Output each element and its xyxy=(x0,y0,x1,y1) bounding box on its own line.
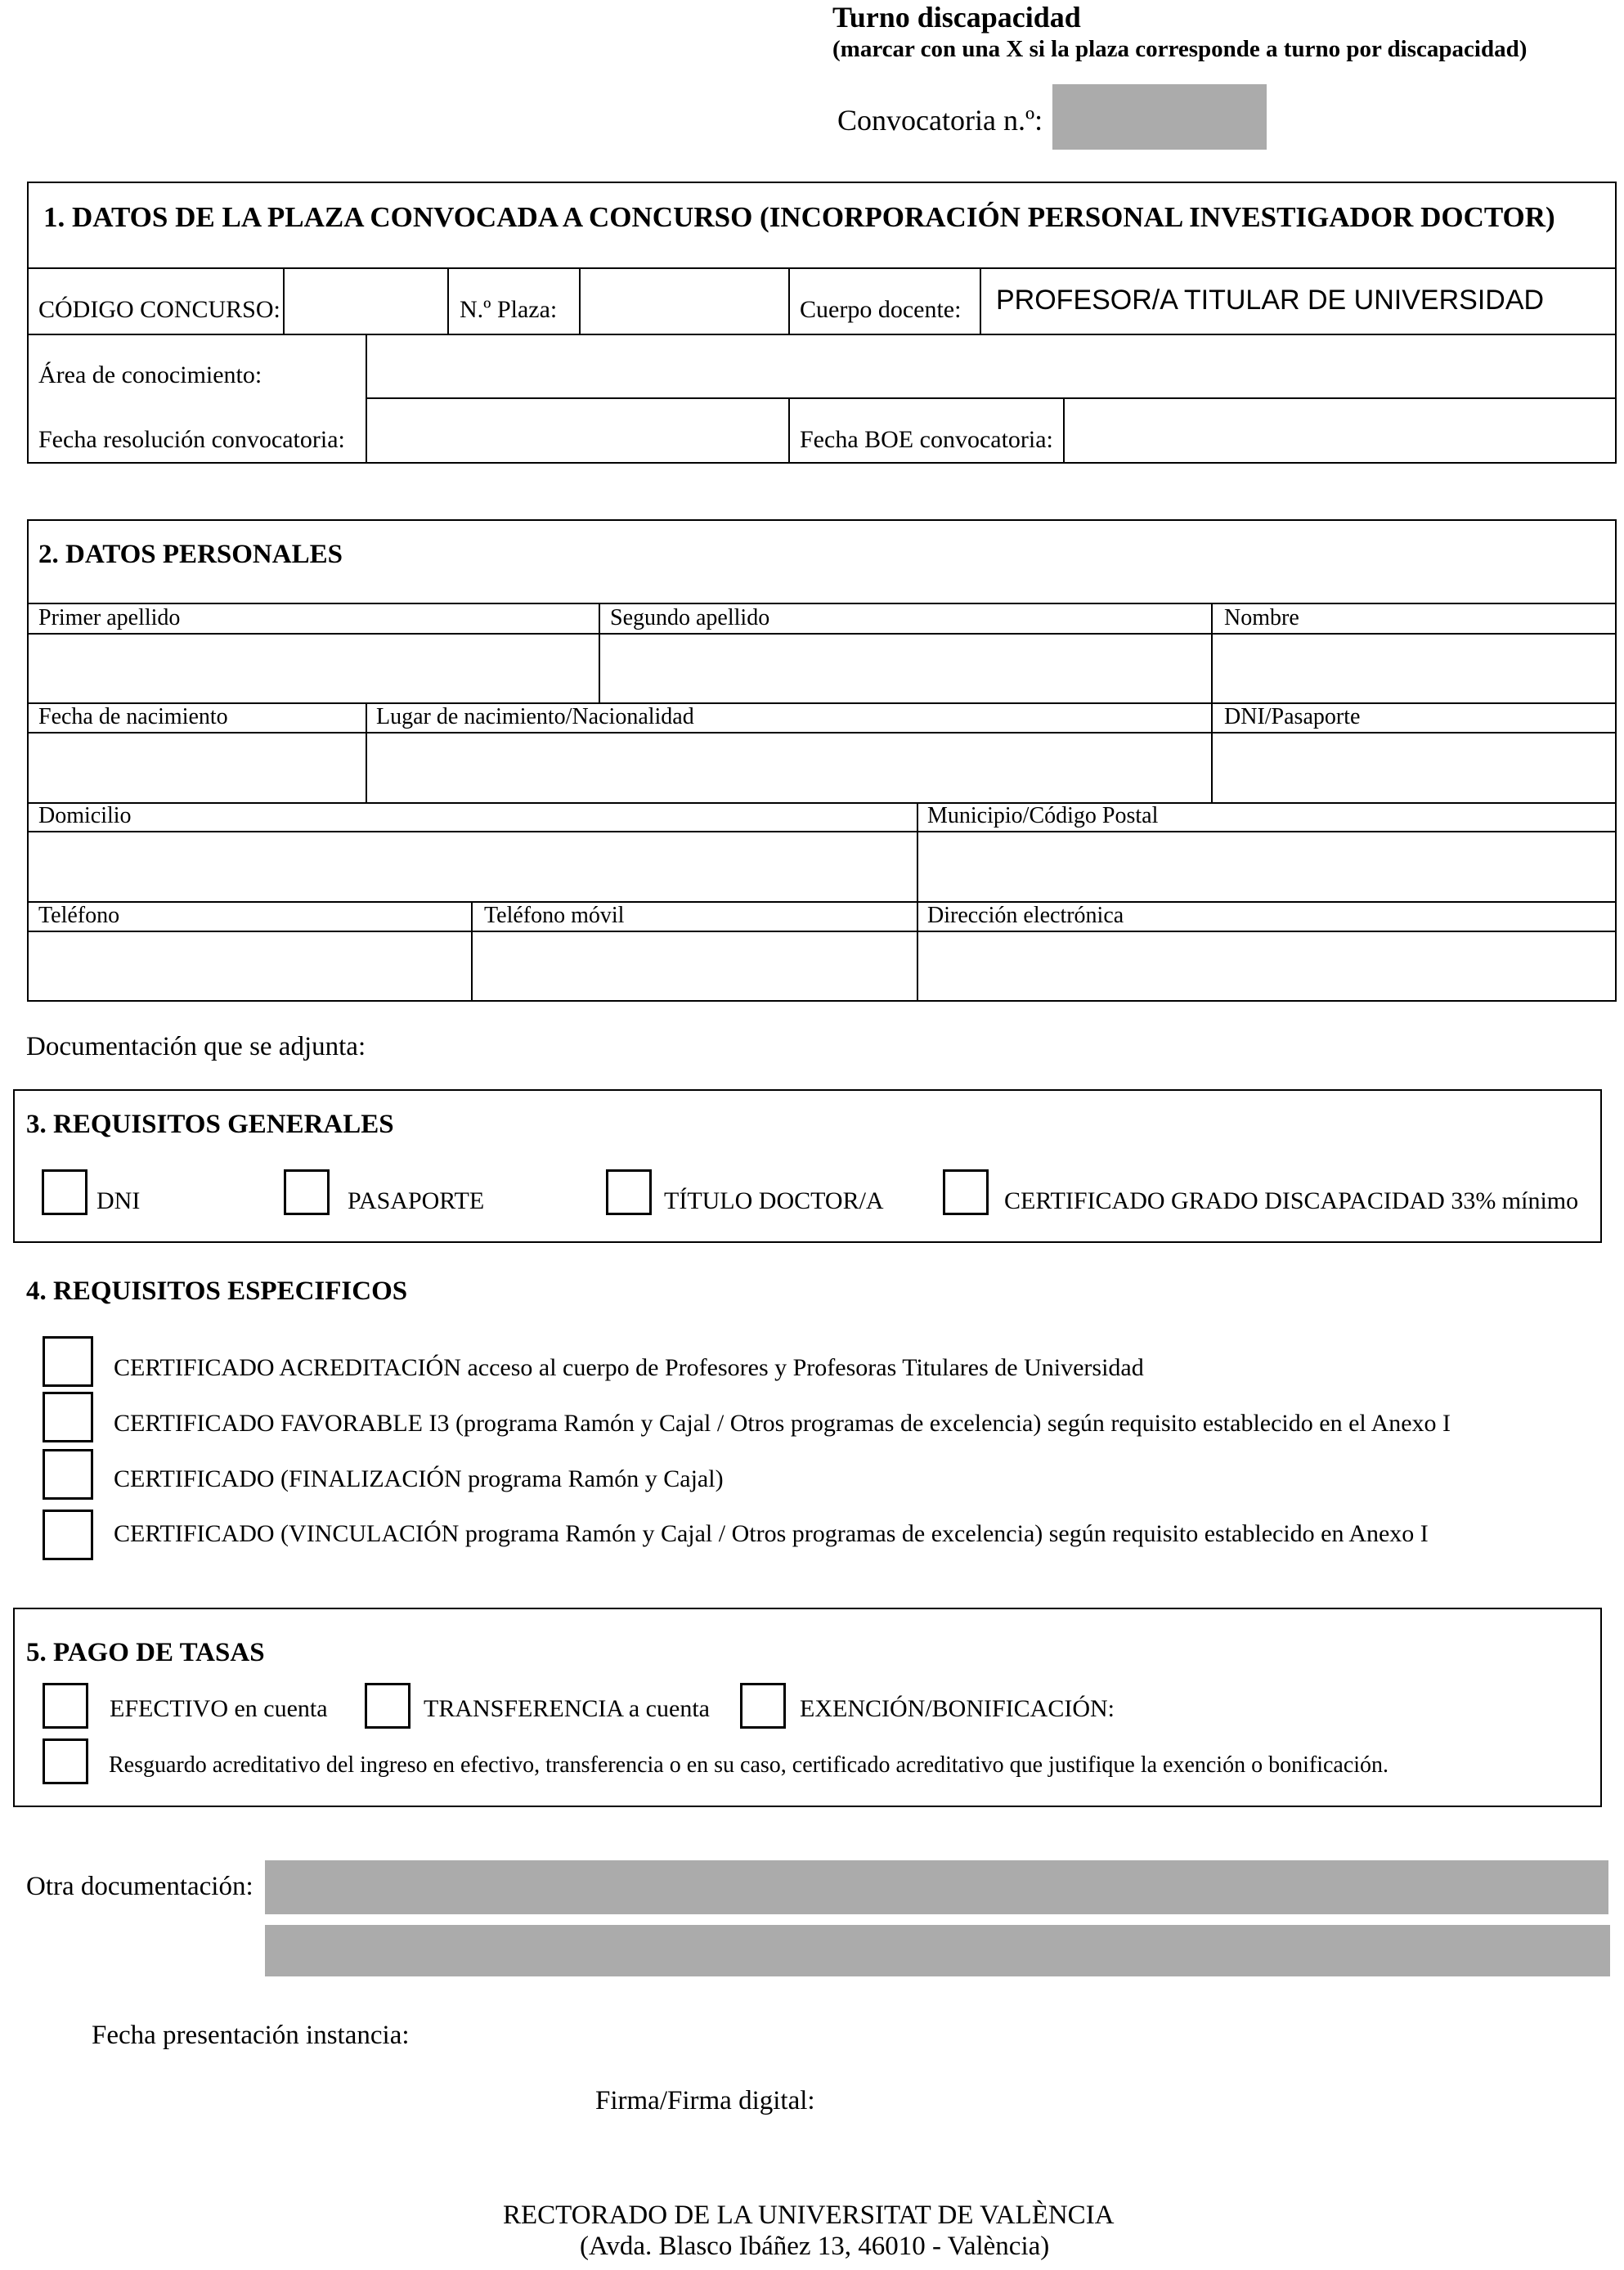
segundo-apellido-label: Segundo apellido xyxy=(610,605,770,630)
email-field[interactable] xyxy=(918,932,1615,1000)
divider xyxy=(27,702,1617,704)
divider xyxy=(788,267,790,334)
section4-title: 4. REQUISITOS ESPECIFICOS xyxy=(26,1276,408,1306)
divider xyxy=(980,267,981,334)
dni-pasaporte-field[interactable] xyxy=(1213,733,1615,801)
codigo-concurso-field[interactable] xyxy=(286,270,446,332)
titulo-doctor-checkbox[interactable] xyxy=(606,1169,652,1215)
fecha-boe-label: Fecha BOE convocatoria: xyxy=(800,426,1053,453)
primer-apellido-field[interactable] xyxy=(29,635,597,701)
exencion-checkbox[interactable] xyxy=(740,1683,786,1729)
plaza-field[interactable] xyxy=(582,270,787,332)
transferencia-option-label: TRANSFERENCIA a cuenta xyxy=(424,1695,710,1722)
divider xyxy=(1063,397,1065,464)
fecha-boe-field[interactable] xyxy=(1066,400,1615,462)
divider xyxy=(27,334,1617,335)
divider xyxy=(27,267,1617,269)
divider xyxy=(788,397,790,464)
certificado-discapacidad-option-label: CERTIFICADO GRADO DISCAPACIDAD 33% mínimo xyxy=(1004,1187,1579,1214)
codigo-concurso-label: CÓDIGO CONCURSO: xyxy=(38,296,280,323)
municipio-field[interactable] xyxy=(918,832,1615,899)
domicilio-field[interactable] xyxy=(29,832,915,899)
email-label: Dirección electrónica xyxy=(927,903,1124,928)
footer-rectorado: RECTORADO DE LA UNIVERSITAT DE VALÈNCIA xyxy=(503,2200,1115,2230)
certificado-vinculacion-checkbox[interactable] xyxy=(43,1510,93,1560)
section5-title: 5. PAGO DE TASAS xyxy=(26,1638,265,1667)
area-conocimiento-label: Área de conocimiento: xyxy=(38,361,262,388)
footer-address: (Avda. Blasco Ibáñez 13, 46010 - València) xyxy=(580,2232,1050,2261)
divider xyxy=(27,901,1617,903)
cuerpo-docente-label: Cuerpo docente: xyxy=(800,296,962,323)
lugar-nacimiento-label: Lugar de nacimiento/Nacionalidad xyxy=(376,704,694,729)
turno-discapacidad-title: Turno discapacidad xyxy=(832,1,1081,34)
divider xyxy=(366,397,1617,399)
telefono-movil-label: Teléfono móvil xyxy=(484,903,625,928)
telefono-movil-field[interactable] xyxy=(473,932,915,1000)
section1-title: 1. DATOS DE LA PLAZA CONVOCADA A CONCURSO (INCORPORACIÓN PERSONAL INVESTIGADOR DOCTOR) xyxy=(43,201,1555,233)
nombre-field[interactable] xyxy=(1213,635,1615,701)
certificado-vinculacion-label: CERTIFICADO (VINCULACIÓN programa Ramón y Cajal / Otros programas de excelencia) según requisito establecido en Anexo I xyxy=(114,1520,1429,1547)
efectivo-option-label: EFECTIVO en cuenta xyxy=(110,1695,328,1722)
divider xyxy=(27,603,1617,604)
exencion-option-label: EXENCIÓN/BONIFICACIÓN: xyxy=(800,1695,1115,1722)
certificado-acreditacion-label: CERTIFICADO ACREDITACIÓN acceso al cuerpo de Profesores y Profesoras Titulares de Universidad xyxy=(114,1354,1144,1381)
cuerpo-docente-value: PROFESOR/A TITULAR DE UNIVERSIDAD xyxy=(996,285,1545,316)
certificado-finalizacion-checkbox[interactable] xyxy=(43,1449,93,1500)
otra-documentacion-label: Otra documentación: xyxy=(26,1872,253,1901)
fecha-resolucion-label: Fecha resolución convocatoria: xyxy=(38,426,345,453)
divider xyxy=(366,334,367,464)
transferencia-checkbox[interactable] xyxy=(365,1683,410,1729)
dni-option-label: DNI xyxy=(96,1187,141,1214)
pasaporte-option-label: PASAPORTE xyxy=(348,1187,485,1214)
domicilio-label: Domicilio xyxy=(38,803,132,828)
certificado-finalizacion-label: CERTIFICADO (FINALIZACIÓN programa Ramón y Cajal) xyxy=(114,1465,724,1492)
divider xyxy=(447,267,449,334)
convocatoria-label: Convocatoria n.º: xyxy=(837,104,1043,137)
resguardo-label: Resguardo acreditativo del ingreso en efectivo, transferencia o en su caso, certificado acreditativo que justifique la exención o bonificación. xyxy=(109,1752,1389,1778)
fecha-resolucion-field[interactable] xyxy=(369,400,787,462)
titulo-doctor-option-label: TÍTULO DOCTOR/A xyxy=(664,1187,884,1214)
area-conocimiento-field[interactable] xyxy=(369,336,1615,396)
telefono-field[interactable] xyxy=(29,932,469,1000)
fecha-presentacion-label: Fecha presentación instancia: xyxy=(92,2021,410,2050)
firma-label: Firma/Firma digital: xyxy=(595,2086,815,2115)
certificado-acreditacion-checkbox[interactable] xyxy=(43,1336,93,1387)
plaza-label: N.º Plaza: xyxy=(460,296,558,323)
fecha-nacimiento-label: Fecha de nacimiento xyxy=(38,704,228,729)
otra-documentacion-field-2[interactable] xyxy=(265,1925,1610,1976)
section3-title: 3. REQUISITOS GENERALES xyxy=(26,1110,394,1139)
municipio-label: Municipio/Código Postal xyxy=(927,803,1159,828)
turno-discapacidad-note: (marcar con una X si la plaza corresponde a turno por discapacidad) xyxy=(832,36,1528,62)
divider xyxy=(27,802,1617,804)
certificado-favorable-checkbox[interactable] xyxy=(43,1392,93,1442)
fecha-nacimiento-field[interactable] xyxy=(29,733,364,801)
certificado-discapacidad-checkbox[interactable] xyxy=(943,1169,989,1215)
primer-apellido-label: Primer apellido xyxy=(38,605,181,630)
section2-title: 2. DATOS PERSONALES xyxy=(38,540,343,569)
resguardo-checkbox[interactable] xyxy=(43,1738,88,1784)
certificado-favorable-label: CERTIFICADO FAVORABLE I3 (programa Ramón y Cajal / Otros programas de excelencia) según requisito establecido en el Anexo I xyxy=(114,1410,1451,1437)
dni-checkbox[interactable] xyxy=(42,1169,87,1215)
divider xyxy=(283,267,285,334)
documentacion-label: Documentación que se adjunta: xyxy=(26,1032,366,1061)
segundo-apellido-field[interactable] xyxy=(600,635,1209,701)
pasaporte-checkbox[interactable] xyxy=(284,1169,330,1215)
convocatoria-number-field[interactable] xyxy=(1052,84,1267,150)
nombre-label: Nombre xyxy=(1224,605,1299,630)
divider xyxy=(579,267,581,334)
efectivo-checkbox[interactable] xyxy=(43,1683,88,1729)
otra-documentacion-field-1[interactable] xyxy=(265,1860,1608,1914)
lugar-nacimiento-field[interactable] xyxy=(367,733,1209,801)
dni-pasaporte-label: DNI/Pasaporte xyxy=(1224,704,1361,729)
telefono-label: Teléfono xyxy=(38,903,120,928)
